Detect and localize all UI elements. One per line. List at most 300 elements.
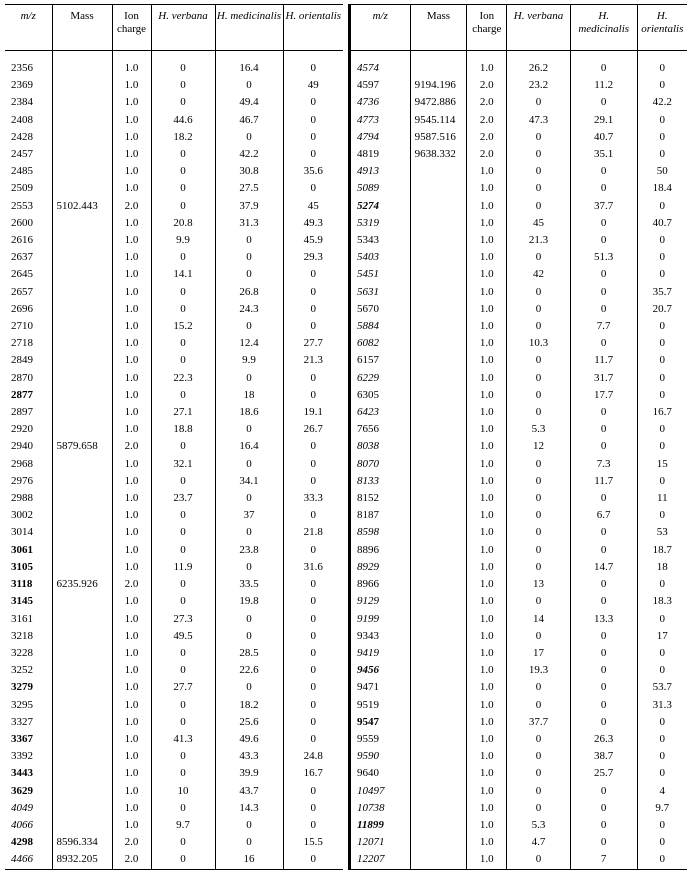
h-orientalis-cell: 0: [637, 714, 687, 731]
mass-cell: [410, 800, 467, 817]
ion-charge-cell: 1.0: [467, 783, 507, 800]
mass-cell: [52, 524, 112, 541]
h-verbana-cell: 0: [507, 748, 571, 765]
h-verbana-cell: 0: [151, 387, 215, 404]
h-verbana-cell: 0: [507, 507, 571, 524]
table-row: [350, 352, 688, 369]
h-medicinalis-cell: 0: [215, 679, 283, 696]
table-row: [5, 94, 343, 111]
mass-cell: [410, 851, 467, 869]
mass-cell: [410, 284, 467, 301]
header-h-medicinalis: H. medicinalis: [215, 5, 283, 51]
h-orientalis-cell: 21.8: [283, 524, 343, 541]
ion-charge-cell: 1.0: [112, 697, 151, 714]
ion-charge-cell: 1.0: [112, 456, 151, 473]
h-orientalis-cell: 0: [637, 748, 687, 765]
mz-cell: 8038: [350, 438, 411, 455]
h-medicinalis-cell: 12.4: [215, 335, 283, 352]
h-orientalis-cell: 0: [637, 198, 687, 215]
h-verbana-cell: 23.7: [151, 490, 215, 507]
ion-charge-cell: 1.0: [467, 851, 507, 869]
table-left-half: [5, 4, 343, 870]
mz-cell: 2849: [11, 354, 33, 367]
mz-cell: 5403: [350, 249, 411, 266]
mass-cell: [410, 611, 467, 628]
h-verbana-cell: 41.3: [151, 731, 215, 748]
mz-cell: 2356: [11, 62, 33, 74]
h-verbana-cell: 0: [507, 473, 571, 490]
mass-cell: [52, 284, 112, 301]
h-medicinalis-cell: 0: [215, 318, 283, 335]
table-row: [350, 456, 688, 473]
h-verbana-cell: 0: [151, 645, 215, 662]
h-verbana-cell: 0: [507, 198, 571, 215]
mz-cell: 10738: [350, 800, 411, 817]
h-medicinalis-cell: 0: [570, 163, 637, 180]
table-row: [350, 559, 688, 576]
h-orientalis-cell: 0: [283, 284, 343, 301]
h-verbana-cell: 0: [507, 800, 571, 817]
table-row: [350, 198, 688, 215]
table-row: [350, 611, 688, 628]
ion-charge-cell: 1.0: [112, 662, 151, 679]
mz-cell: 3105: [11, 560, 33, 573]
h-orientalis-cell: 4: [637, 783, 687, 800]
table-row: [350, 851, 688, 869]
mass-cell: [52, 370, 112, 387]
mz-cell: 3118: [11, 578, 33, 591]
h-medicinalis-cell: 0: [570, 490, 637, 507]
h-verbana-cell: 0: [151, 51, 215, 78]
mz-cell: 2600: [11, 216, 33, 229]
header-h-orientalis: H. orientalis: [283, 5, 343, 51]
h-medicinalis-cell: 0: [570, 301, 637, 318]
table-row: [350, 215, 688, 232]
ion-charge-cell: 1.0: [467, 421, 507, 438]
mass-spec-table: [5, 4, 687, 872]
h-verbana-cell: 19.3: [507, 662, 571, 679]
ion-charge-cell: 1.0: [467, 765, 507, 782]
mz-cell: 3002: [11, 509, 33, 522]
mz-cell: 8896: [350, 542, 411, 559]
h-medicinalis-cell: 43.3: [215, 748, 283, 765]
mz-cell: 4597: [350, 77, 411, 94]
h-medicinalis-cell: 31.7: [570, 370, 637, 387]
h-verbana-cell: 0: [507, 370, 571, 387]
h-medicinalis-cell: 0: [215, 524, 283, 541]
table-row: [350, 645, 688, 662]
ion-charge-cell: 1.0: [112, 714, 151, 731]
mass-cell: [52, 765, 112, 782]
mass-cell: [410, 421, 467, 438]
h-verbana-cell: 22.3: [151, 370, 215, 387]
mz-cell: 3367: [11, 732, 33, 745]
mz-cell: 4298: [11, 836, 33, 849]
ion-charge-cell: 1.0: [467, 387, 507, 404]
h-verbana-cell: 0: [151, 507, 215, 524]
mz-cell: 2645: [11, 268, 33, 281]
ion-charge-cell: 1.0: [467, 284, 507, 301]
h-medicinalis-cell: 31.3: [215, 215, 283, 232]
table-row: [350, 51, 688, 78]
table-row: [5, 249, 343, 266]
ion-charge-cell: 1.0: [467, 490, 507, 507]
mz-cell: 3145: [11, 595, 33, 608]
ion-charge-cell: 1.0: [112, 370, 151, 387]
h-medicinalis-cell: 0: [570, 576, 637, 593]
mass-cell: [410, 180, 467, 197]
h-medicinalis-cell: 37.9: [215, 198, 283, 215]
ion-charge-cell: 1.0: [467, 456, 507, 473]
table-row: [5, 783, 343, 800]
table-row: [350, 576, 688, 593]
h-medicinalis-cell: 33.5: [215, 576, 283, 593]
ion-charge-cell: 1.0: [112, 645, 151, 662]
ion-charge-cell: 1.0: [112, 352, 151, 369]
mz-cell: 2940: [11, 440, 33, 453]
h-medicinalis-cell: 35.1: [570, 146, 637, 163]
h-verbana-cell: 37.7: [507, 714, 571, 731]
table-row: [350, 387, 688, 404]
mass-cell: 5102.443: [52, 198, 112, 215]
h-orientalis-cell: 0: [637, 473, 687, 490]
mass-cell: [410, 215, 467, 232]
h-medicinalis-cell: 16.4: [215, 51, 283, 78]
h-medicinalis-cell: 42.2: [215, 146, 283, 163]
mz-cell: 2718: [11, 337, 33, 350]
h-verbana-cell: 14.1: [151, 266, 215, 283]
header-mass: Mass: [52, 5, 112, 51]
mass-cell: [52, 679, 112, 696]
h-verbana-cell: 0: [151, 284, 215, 301]
table-row: [5, 679, 343, 696]
table-row: [5, 438, 343, 455]
h-medicinalis-cell: 0: [570, 834, 637, 851]
table-row: [350, 404, 688, 421]
ion-charge-cell: 1.0: [112, 215, 151, 232]
ion-charge-cell: 1.0: [112, 404, 151, 421]
h-orientalis-cell: 0: [637, 611, 687, 628]
ion-charge-cell: 1.0: [112, 679, 151, 696]
h-verbana-cell: 11.9: [151, 559, 215, 576]
h-orientalis-cell: 0: [283, 679, 343, 696]
mass-cell: [52, 163, 112, 180]
h-medicinalis-cell: 0: [215, 77, 283, 94]
mz-cell: 5343: [350, 232, 411, 249]
mass-cell: [52, 628, 112, 645]
table-row: [350, 129, 688, 146]
header-mz: m/z: [350, 5, 411, 51]
table-row: [5, 387, 343, 404]
mz-cell: 12071: [350, 834, 411, 851]
h-medicinalis-cell: 17.7: [570, 387, 637, 404]
h-verbana-cell: 44.6: [151, 112, 215, 129]
table-row: [5, 490, 343, 507]
mz-cell: 3279: [11, 681, 33, 694]
mass-cell: [52, 266, 112, 283]
h-medicinalis-cell: 18.2: [215, 697, 283, 714]
table-row: [5, 593, 343, 610]
h-medicinalis-cell: 24.3: [215, 301, 283, 318]
mz-cell: 2897: [11, 406, 33, 419]
h-verbana-cell: 0: [507, 559, 571, 576]
h-medicinalis-cell: 9.9: [215, 352, 283, 369]
h-orientalis-cell: 15: [637, 456, 687, 473]
ion-charge-cell: 1.0: [467, 731, 507, 748]
mz-cell: 4574: [350, 51, 411, 78]
mz-cell: 6229: [350, 370, 411, 387]
table-row: [350, 748, 688, 765]
table-row: [5, 731, 343, 748]
mz-cell: 7656: [350, 421, 411, 438]
h-medicinalis-cell: 25.7: [570, 765, 637, 782]
mz-cell: 3228: [11, 646, 33, 659]
mz-cell: 8070: [350, 456, 411, 473]
ion-charge-cell: 2.0: [112, 576, 151, 593]
h-orientalis-cell: 21.3: [283, 352, 343, 369]
h-verbana-cell: 0: [151, 593, 215, 610]
ion-charge-cell: 1.0: [112, 507, 151, 524]
mass-cell: [52, 748, 112, 765]
h-medicinalis-cell: 0: [215, 817, 283, 834]
ion-charge-cell: 1.0: [112, 800, 151, 817]
ion-charge-cell: 1.0: [112, 611, 151, 628]
h-verbana-cell: 0: [151, 851, 215, 869]
h-orientalis-cell: 18.7: [637, 542, 687, 559]
mz-cell: 9343: [350, 628, 411, 645]
mass-cell: [52, 714, 112, 731]
ion-charge-cell: 1.0: [112, 146, 151, 163]
h-medicinalis-cell: 6.7: [570, 507, 637, 524]
h-verbana-cell: 21.3: [507, 232, 571, 249]
mass-cell: 9638.332: [410, 146, 467, 163]
h-verbana-cell: 10.3: [507, 335, 571, 352]
mz-cell: 6305: [350, 387, 411, 404]
ion-charge-cell: 1.0: [467, 628, 507, 645]
table-row: [350, 765, 688, 782]
ion-charge-cell: 1.0: [467, 51, 507, 78]
table-row: [350, 438, 688, 455]
mz-cell: 3061: [11, 543, 33, 556]
h-orientalis-cell: 0: [637, 352, 687, 369]
h-medicinalis-cell: 49.4: [215, 94, 283, 111]
h-verbana-cell: 27.1: [151, 404, 215, 421]
h-orientalis-cell: 0: [637, 112, 687, 129]
mass-cell: [410, 507, 467, 524]
table-row: [350, 714, 688, 731]
table-row: [350, 490, 688, 507]
ion-charge-cell: 1.0: [112, 301, 151, 318]
ion-charge-cell: 2.0: [112, 198, 151, 215]
mass-cell: [410, 645, 467, 662]
mz-cell: 3443: [11, 767, 33, 780]
h-verbana-cell: 9.7: [151, 817, 215, 834]
mass-cell: [52, 94, 112, 111]
ion-charge-cell: 1.0: [112, 731, 151, 748]
ion-charge-cell: 1.0: [467, 800, 507, 817]
table-row: [5, 611, 343, 628]
table-body-right: [350, 51, 688, 870]
h-verbana-cell: 0: [507, 542, 571, 559]
table-row: [350, 301, 688, 318]
mass-cell: [410, 542, 467, 559]
table-row: [5, 645, 343, 662]
ion-charge-cell: 2.0: [467, 146, 507, 163]
mz-cell: 9456: [350, 662, 411, 679]
mz-cell: 2616: [11, 234, 33, 247]
mass-cell: [52, 335, 112, 352]
h-medicinalis-cell: 25.6: [215, 714, 283, 731]
mass-cell: [52, 249, 112, 266]
h-orientalis-cell: 31.3: [637, 697, 687, 714]
mass-cell: [410, 697, 467, 714]
h-orientalis-cell: 49.3: [283, 215, 343, 232]
table-row: [5, 370, 343, 387]
h-verbana-cell: 0: [151, 473, 215, 490]
mass-cell: [410, 731, 467, 748]
mz-cell: 5319: [350, 215, 411, 232]
h-medicinalis-cell: 0: [570, 404, 637, 421]
ion-charge-cell: 1.0: [467, 215, 507, 232]
mz-cell: 5884: [350, 318, 411, 335]
mz-cell: 9199: [350, 611, 411, 628]
h-orientalis-cell: 0: [283, 112, 343, 129]
h-medicinalis-cell: 0: [570, 438, 637, 455]
table-row: [5, 318, 343, 335]
h-medicinalis-cell: 30.8: [215, 163, 283, 180]
h-verbana-cell: 17: [507, 645, 571, 662]
h-medicinalis-cell: 0: [215, 834, 283, 851]
ion-charge-cell: 1.0: [467, 679, 507, 696]
ion-charge-cell: 1.0: [467, 611, 507, 628]
ion-charge-cell: 1.0: [112, 129, 151, 146]
mz-cell: 2553: [11, 199, 33, 212]
mass-cell: [52, 611, 112, 628]
ion-charge-cell: 1.0: [467, 404, 507, 421]
h-verbana-cell: 0: [151, 301, 215, 318]
ion-charge-cell: 1.0: [467, 662, 507, 679]
h-medicinalis-cell: 29.1: [570, 112, 637, 129]
mz-cell: 2657: [11, 285, 33, 298]
mz-cell: 5451: [350, 266, 411, 283]
mz-cell: 8929: [350, 559, 411, 576]
h-orientalis-cell: 0: [637, 146, 687, 163]
header-mz: m/z: [5, 5, 52, 51]
table-row: [5, 301, 343, 318]
table-row: [350, 266, 688, 283]
mz-cell: 3218: [11, 629, 33, 642]
h-medicinalis-cell: 0: [570, 232, 637, 249]
mass-cell: [52, 593, 112, 610]
h-verbana-cell: 0: [507, 731, 571, 748]
h-verbana-cell: 0: [507, 94, 571, 111]
h-verbana-cell: 0: [507, 697, 571, 714]
h-orientalis-cell: 45: [283, 198, 343, 215]
table-row: [350, 94, 688, 111]
table-row: [5, 129, 343, 146]
ion-charge-cell: 1.0: [112, 765, 151, 782]
h-orientalis-cell: 0: [283, 456, 343, 473]
mass-cell: [52, 697, 112, 714]
mass-cell: 8932.205: [52, 851, 112, 869]
h-medicinalis-cell: 37: [215, 507, 283, 524]
mz-cell: 5089: [350, 180, 411, 197]
mass-cell: [410, 679, 467, 696]
h-orientalis-cell: 0: [283, 180, 343, 197]
h-verbana-cell: 0: [151, 834, 215, 851]
h-verbana-cell: 0: [507, 180, 571, 197]
h-verbana-cell: 4.7: [507, 834, 571, 851]
mz-cell: 4049: [11, 801, 33, 814]
h-verbana-cell: 0: [151, 438, 215, 455]
mass-cell: [52, 817, 112, 834]
table-row: [350, 697, 688, 714]
h-orientalis-cell: 40.7: [637, 215, 687, 232]
mass-cell: [52, 112, 112, 129]
table-row: [350, 662, 688, 679]
h-orientalis-cell: 0: [283, 851, 343, 869]
h-orientalis-cell: 0: [283, 697, 343, 714]
mass-cell: [410, 198, 467, 215]
table-row: [350, 524, 688, 541]
h-orientalis-cell: 0: [283, 438, 343, 455]
ion-charge-cell: 1.0: [112, 266, 151, 283]
mass-cell: 6235.926: [52, 576, 112, 593]
h-medicinalis-cell: 0: [570, 714, 637, 731]
h-orientalis-cell: 0: [283, 731, 343, 748]
h-orientalis-cell: 0: [637, 576, 687, 593]
h-verbana-cell: 0: [507, 284, 571, 301]
h-orientalis-cell: 50: [637, 163, 687, 180]
h-verbana-cell: 0: [507, 679, 571, 696]
mass-cell: [52, 146, 112, 163]
mass-cell: 9194.196: [410, 77, 467, 94]
ion-charge-cell: 1.0: [467, 524, 507, 541]
mass-cell: [410, 576, 467, 593]
h-verbana-cell: 0: [507, 318, 571, 335]
h-medicinalis-cell: 26.8: [215, 284, 283, 301]
h-medicinalis-cell: 0: [215, 559, 283, 576]
mz-cell: 3295: [11, 698, 33, 711]
mz-cell: 11899: [350, 817, 411, 834]
mass-cell: 9587.516: [410, 129, 467, 146]
h-medicinalis-cell: 16.4: [215, 438, 283, 455]
h-medicinalis-cell: 26.3: [570, 731, 637, 748]
h-orientalis-cell: 31.6: [283, 559, 343, 576]
h-medicinalis-cell: 27.5: [215, 180, 283, 197]
mz-cell: 9519: [350, 697, 411, 714]
table-row: [350, 284, 688, 301]
h-verbana-cell: 0: [151, 748, 215, 765]
h-orientalis-cell: 53: [637, 524, 687, 541]
h-orientalis-cell: 0: [283, 94, 343, 111]
table-row: [5, 473, 343, 490]
h-verbana-cell: 0: [507, 146, 571, 163]
table-row: [5, 215, 343, 232]
mass-cell: [410, 51, 467, 78]
mass-cell: [52, 559, 112, 576]
mass-cell: [52, 180, 112, 197]
ion-charge-cell: 2.0: [112, 834, 151, 851]
table-row: [5, 266, 343, 283]
table-row: [5, 507, 343, 524]
h-medicinalis-cell: 0: [570, 697, 637, 714]
ion-charge-cell: 1.0: [467, 593, 507, 610]
mz-cell: 9419: [350, 645, 411, 662]
h-verbana-cell: 0: [151, 352, 215, 369]
ion-charge-cell: 1.0: [467, 576, 507, 593]
h-orientalis-cell: 0: [637, 662, 687, 679]
